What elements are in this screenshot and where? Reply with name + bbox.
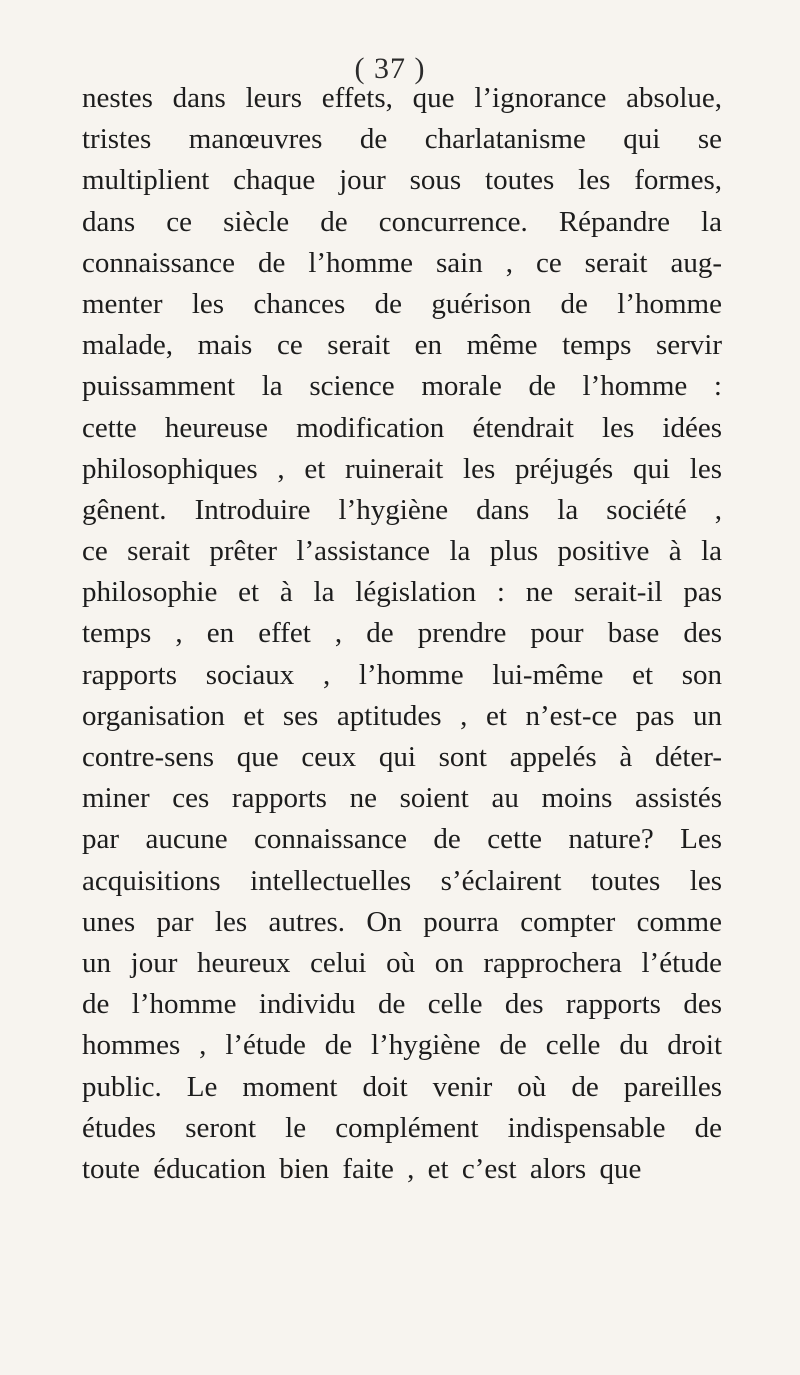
text-line: un jour heureux celui où on rapprochera l’étude [82,946,722,979]
text-line: puissamment la science morale de l’homme : [82,370,722,403]
text-line: tristes manœuvres de charlatanisme qui se [82,123,722,156]
text-line: miner ces rapports ne soient au moins assistés [82,782,722,815]
text-line: connaissance de l’homme sain , ce serait aug- [82,246,722,279]
text-line: nestes dans leurs effets, que l’ignorance absolue, [82,82,722,114]
text-line: par aucune connaissance de cette nature? Les [82,823,722,856]
text-line: acquisitions intellectuelles s’éclairent toutes les [82,864,722,897]
text-line: de l’homme individu de celle des rapports des [82,988,722,1021]
text-line: organisation et ses aptitudes , et n’est-ce pas un [82,699,722,732]
text-line: ce serait prêter l’assistance la plus positive à la [82,535,722,568]
text-line: gênent. Introduire l’hygiène dans la société , [82,493,722,526]
text-line: rapports sociaux , l’homme lui-même et son [82,658,722,691]
text-line: temps , en effet , de prendre pour base des [82,617,722,650]
text-line: philosophiques , et ruinerait les préjugés qui les [82,452,722,485]
text-line: public. Le moment doit venir où de pareilles [82,1070,722,1103]
text-line: multiplient chaque jour sous toutes les formes, [82,164,722,197]
text-line: unes par les autres. On pourra compter comme [82,905,722,938]
body-text [82,78,722,1190]
text-line: études seront le complément indispensable de [82,1111,722,1144]
text-line: cette heureuse modification étendrait les idées [82,411,722,444]
text-line: contre-sens que ceux qui sont appelés à déter- [82,741,722,773]
text-line: malade, mais ce serait en même temps servir [82,329,722,362]
text-line: toute éducation bien faite , et c’est alors que [82,1152,642,1185]
text-line: menter les chances de guérison de l’homme [82,287,722,320]
text-line: hommes , l’étude de l’hygiène de celle du droit [82,1029,722,1062]
text-line: dans ce siècle de concurrence. Répandre la [82,205,722,238]
page-number: ( 37 ) [354,52,426,85]
text-line: philosophie et à la législation : ne serait-il pas [82,576,722,609]
